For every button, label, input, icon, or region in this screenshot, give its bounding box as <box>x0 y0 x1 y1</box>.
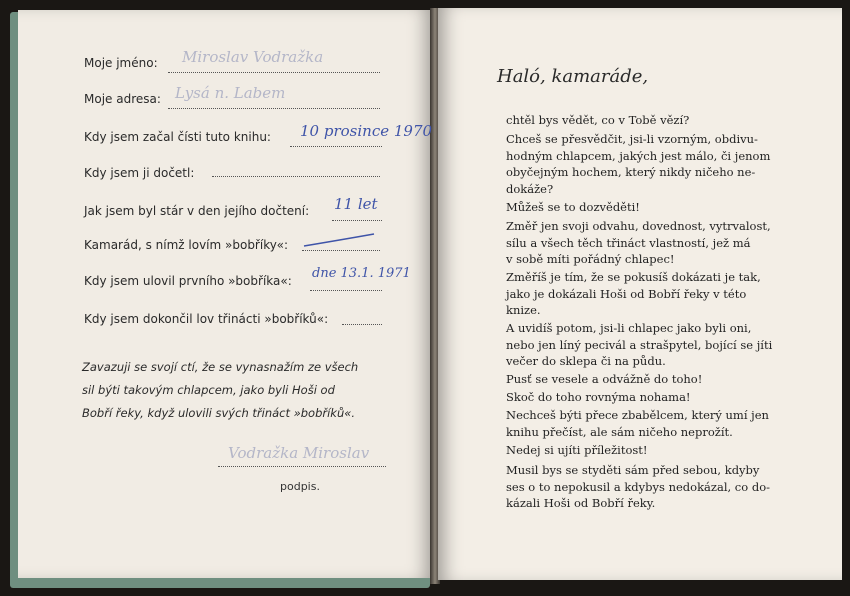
field-label-address: Moje adresa: <box>84 92 161 106</box>
text-line: obyčejným hochem, který nikdy ničeho ne- <box>506 165 756 179</box>
text-line: kázali Hoši od Bobří řeky. <box>506 496 656 510</box>
text-line: A uvidíš potom, jsi-li chlapec jako byli oni, <box>506 321 752 335</box>
field-line-address <box>168 108 380 109</box>
paragraph <box>506 112 796 129</box>
text-line: večer do sklepa či na půdu. <box>506 354 666 368</box>
handwritten-address: Lysá n. Labem <box>175 84 286 102</box>
paragraph <box>506 407 796 440</box>
text-line: knihu přečíst, ale sám ničeho neprožít. <box>506 424 733 439</box>
handwritten-stroke <box>300 232 380 252</box>
paragraph <box>506 269 796 319</box>
text-line: dokáže? <box>506 181 554 196</box>
field-label-first-beaver: Kdy jsem ulovil prvního »bobříka«: <box>84 274 292 288</box>
paragraph <box>506 320 796 370</box>
handwritten-age: 11 let <box>334 195 378 213</box>
handwritten-start-date: 10 prosince 1970 <box>300 122 433 140</box>
text-line: chtěl bys vědět, co v Tobě vězí? <box>506 113 690 127</box>
text-line: Změříš je tím, že se pokusíš dokázati je tak, <box>506 270 761 284</box>
page-title: Haló, kamaráde, <box>497 66 649 87</box>
pledge-line: sil býti takovým chlapcem, jako byli Hoši od <box>82 383 335 397</box>
text-line: Nechceš býti přece zbabělcem, který umí jen <box>506 408 769 422</box>
field-label-name: Moje jméno: <box>84 56 158 70</box>
field-line-name <box>168 72 380 73</box>
text-line: Nedej si ujíti příležitost! <box>506 443 648 457</box>
handwritten-name: Miroslav Vodražka <box>182 48 324 66</box>
paragraph <box>506 131 796 197</box>
text-line: jako je dokázali Hoši od Bobří řeky v této <box>506 286 747 301</box>
pledge-text <box>82 356 392 425</box>
text-line: Musil bys se styděti sám před sebou, kdyby <box>506 463 760 477</box>
signature: Vodražka Miroslav <box>228 444 370 462</box>
field-line-finish-date <box>212 176 380 177</box>
field-line-thirteen-beavers <box>342 324 382 325</box>
field-label-finish-date: Kdy jsem ji dočetl: <box>84 166 195 180</box>
text-line: sílu a všech těch třináct vlastností, jež má <box>506 235 751 250</box>
pledge-line: Bobří řeky, když ulovili svých třináct »bobříků«. <box>82 406 355 420</box>
paragraph <box>506 199 796 216</box>
text-line: Pusť se vesele a odvážně do toho! <box>506 372 703 386</box>
field-label-start-date: Kdy jsem začal čísti tuto knihu: <box>84 130 271 144</box>
pledge-line: Zavazuji se svojí ctí, že se vynasnažím ze všech <box>82 360 359 374</box>
text-line: Chceš se přesvědčit, jsi-li vzorným, obdivu- <box>506 132 758 146</box>
paragraph <box>506 371 796 388</box>
text-line: Můžeš se to dozvěděti! <box>506 200 640 214</box>
text-line: ses o to nepokusil a kdybys nedokázal, co do- <box>506 479 771 494</box>
text-line: knize. <box>506 303 541 317</box>
paragraph <box>506 462 796 512</box>
text-line: hodným chlapcem, jakých jest málo, či jenom <box>506 148 771 163</box>
field-line-first-beaver <box>310 290 382 291</box>
paragraph <box>506 218 796 268</box>
field-label-thirteen-beavers: Kdy jsem dokončil lov třinácti »bobříků«: <box>84 312 329 326</box>
field-line-age <box>332 220 382 221</box>
signature-line <box>218 466 386 467</box>
field-line-start-date <box>290 146 382 147</box>
text-line: v sobě míti pořádný chlapec! <box>506 252 675 266</box>
field-label-age: Jak jsem byl stár v den jejího dočtení: <box>84 204 310 218</box>
handwritten-first-beaver: dne 13.1. 1971 <box>312 266 411 281</box>
paragraph <box>506 389 796 406</box>
field-label-friend: Kamarád, s nímž lovím »bobříky«: <box>84 238 288 252</box>
text-line: Skoč do toho rovnýma nohama! <box>506 390 691 404</box>
text-line: Změř jen svoji odvahu, dovednost, vytrvalost, <box>506 219 771 233</box>
signature-caption: podpis. <box>280 480 320 493</box>
text-line: nebo jen líný pecivál a strašpytel, bojící se jíti <box>506 337 773 352</box>
paragraph <box>506 442 796 459</box>
